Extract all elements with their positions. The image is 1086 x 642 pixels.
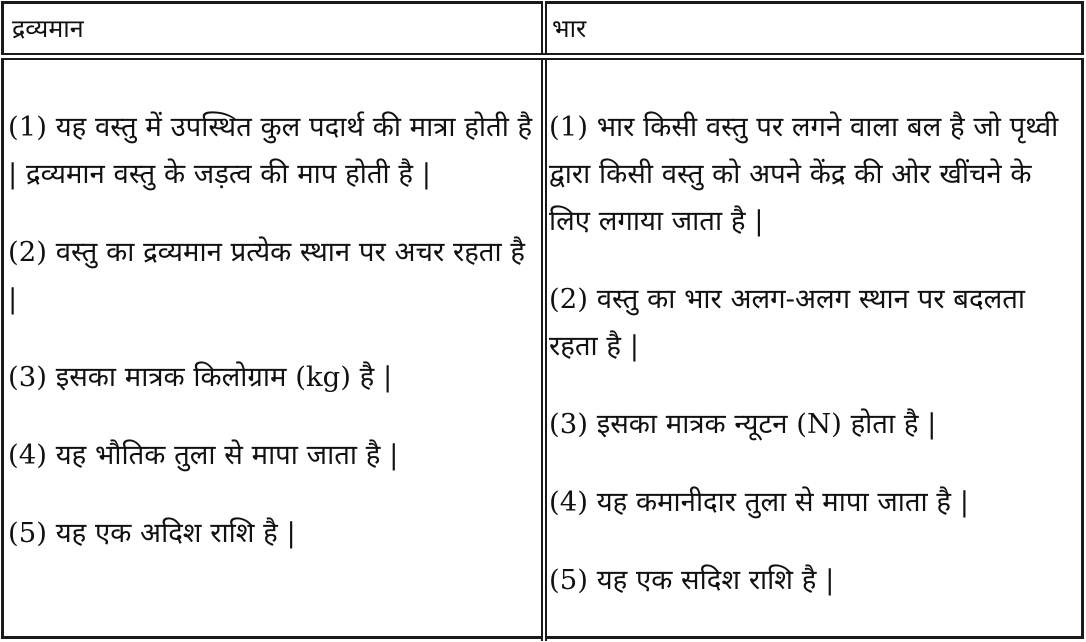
mass-point-1: (1) यह वस्तु में उपस्थित कुल पदार्थ की मात्रा होती है | द्रव्यमान वस्तु के जड़त्व की माप होती है | (8, 111, 533, 190)
mass-column (8, 104, 536, 557)
weight-point-2: (2) वस्तु का भार अलग-अलग स्थान पर बदलता रहता है | (549, 283, 1026, 362)
weight-point-1: (1) भार किसी वस्तु पर लगने वाला बल है जो पृथ्वी द्वारा किसी वस्तु को अपने केंद्र की ओर खींचने के लिए लगाया जाता है | (549, 111, 1059, 237)
weight-point-4: (4) यह कमानीदार तुला से मापा जाता है | (549, 486, 970, 518)
mass-point-4: (4) यह भौतिक तुला से मापा जाता है | (8, 439, 399, 471)
header-weight: भार (552, 14, 587, 43)
weight-point-5: (5) यह एक सदिश राशि है | (549, 564, 835, 596)
mass-point-3: (3) इसका मात्रक किलोग्राम (kg) है | (8, 361, 393, 393)
weight-column (549, 104, 1077, 604)
mass-point-2: (2) वस्तु का द्रव्यमान प्रत्येक स्थान पर अचर रहता है | (8, 236, 525, 315)
header-divider (1, 53, 1084, 60)
weight-point-3: (3) इसका मात्रक न्यूटन (N) होता है | (549, 408, 937, 440)
header-mass: द्रव्यमान (12, 14, 84, 43)
column-divider (541, 1, 547, 641)
mass-point-5: (5) यह एक अदिश राशि है | (8, 517, 296, 549)
